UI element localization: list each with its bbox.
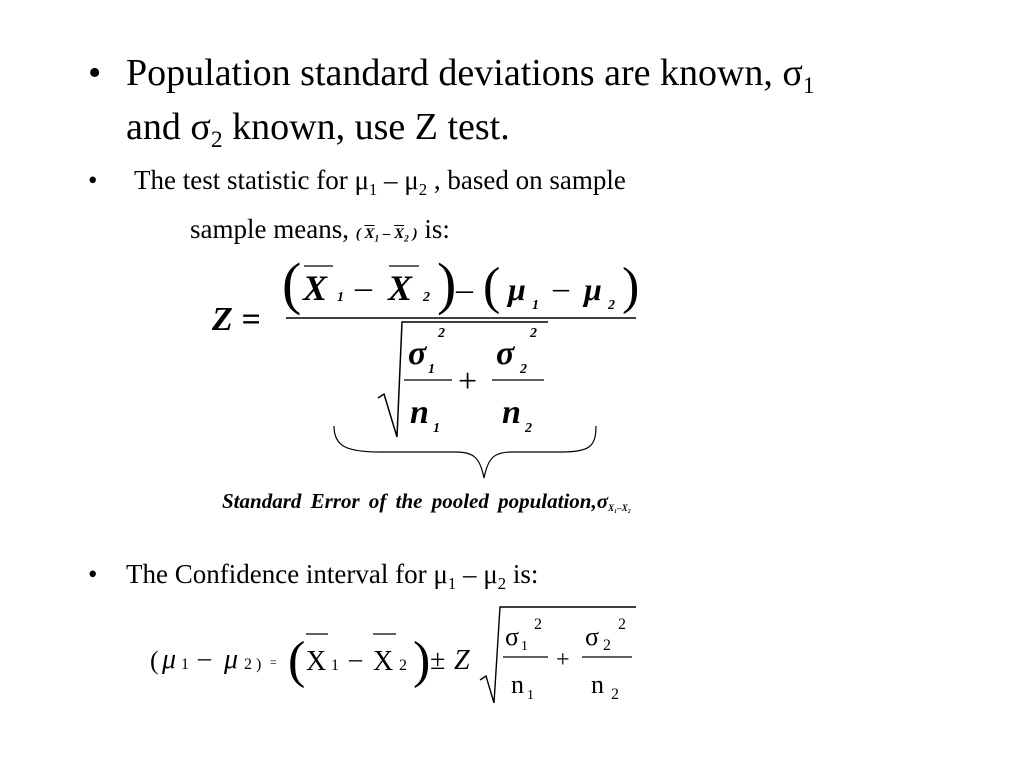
xbar-2: X — [388, 268, 413, 308]
svg-text:1: 1 — [331, 657, 339, 674]
svg-text:–: – — [355, 269, 372, 306]
bullet-text: The test statistic for $\mu_1 - \mu_2$ , based on sample — [134, 165, 626, 199]
svg-text:(: ( — [483, 258, 501, 315]
svg-text:2: 2 — [530, 326, 537, 341]
svg-text:1: 1 — [527, 688, 534, 703]
z-lhs: Z = — [212, 301, 261, 338]
svg-text:2: 2 — [608, 298, 615, 313]
svg-text:σ: σ — [408, 335, 427, 372]
mu-1: μ — [508, 271, 526, 307]
svg-text:–: – — [456, 271, 473, 308]
svg-text:μ: μ — [162, 644, 177, 675]
svg-text:(: ( — [150, 646, 159, 675]
svg-text:–: – — [553, 269, 569, 305]
svg-text:1: 1 — [532, 298, 539, 313]
svg-text:1: 1 — [521, 639, 528, 654]
numerator-open-paren: ( — [282, 251, 302, 316]
bullet-text: The Confidence interval for $\mu_1 - \mu_2$ is: — [126, 559, 539, 593]
svg-text:n: n — [502, 394, 521, 431]
svg-text:2: 2 — [618, 616, 626, 633]
svg-text:σ: σ — [496, 335, 515, 372]
svg-text:2: 2 — [399, 657, 407, 674]
xbar-1: X — [303, 268, 328, 308]
svg-text:2: 2 — [244, 656, 252, 673]
numerator-close-paren: ) — [437, 251, 457, 316]
mu-2: μ — [584, 271, 602, 307]
svg-text:n: n — [511, 670, 524, 699]
svg-text:n: n — [591, 670, 604, 699]
svg-text:Z: Z — [454, 645, 470, 676]
svg-text:): ) — [256, 656, 262, 673]
svg-text:): ) — [622, 258, 640, 315]
bullet-dot: • — [88, 52, 102, 94]
svg-text:2: 2 — [603, 637, 611, 654]
svg-text:+: + — [556, 647, 570, 673]
svg-text:X: X — [373, 646, 394, 677]
svg-text:2: 2 — [438, 326, 445, 341]
bullet-text: Population standard deviations are known, $\sigma_1$ and $\sigma_2$ known, use Z test. — [126, 52, 815, 154]
bullet-dot: • — [88, 559, 98, 589]
svg-text:σ: σ — [505, 622, 520, 651]
bullet-text-line2: sample means, ( $\overline{X}_1 - \overline{X}_2$ ) is: — [190, 214, 450, 245]
svg-text:μ: μ — [224, 644, 239, 675]
svg-text:1: 1 — [433, 421, 440, 436]
inline-mean-difference: ( $\overline{X}_1 - \overline{X}_2$ ) — [355, 226, 418, 245]
svg-text:–: – — [349, 644, 362, 673]
svg-text:σ: σ — [585, 622, 600, 651]
svg-text:2: 2 — [423, 290, 430, 305]
svg-text:2: 2 — [525, 421, 532, 436]
bullet-dot: • — [88, 165, 98, 195]
svg-text:+: + — [458, 363, 478, 400]
svg-text:2: 2 — [611, 686, 619, 703]
svg-text:1: 1 — [181, 656, 189, 673]
svg-text:): ) — [413, 632, 431, 689]
svg-text:(: ( — [288, 632, 306, 689]
svg-text:=: = — [270, 655, 277, 669]
svg-text:2: 2 — [520, 362, 527, 377]
svg-text:1: 1 — [428, 362, 435, 377]
svg-text:±: ± — [430, 645, 446, 676]
svg-text:n: n — [410, 394, 429, 431]
svg-text:2: 2 — [534, 616, 542, 633]
svg-text:–: – — [198, 643, 211, 672]
svg-text:X: X — [306, 646, 327, 677]
svg-text:1: 1 — [337, 290, 344, 305]
standard-error-caption: Standard Error of the pooled $population,\sigma_{X_1-X_2}$ — [222, 489, 631, 514]
